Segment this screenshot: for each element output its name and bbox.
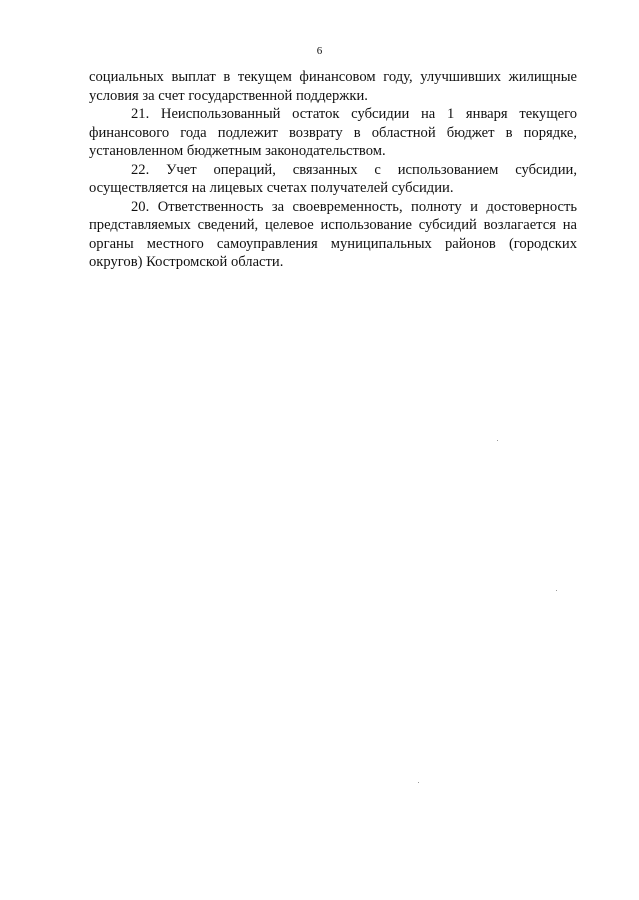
- paragraph-22-accounting: 22. Учет операций, связанных с использованием субсидии, осуществляется на лицевых счетах получателей субсидии.: [89, 161, 577, 196]
- scan-speck: [497, 440, 498, 441]
- document-body: [89, 68, 577, 272]
- paragraph-20-responsibility: 20. Ответственность за своевременность, полноту и достоверность представляемых сведений, целевое использование субсидий возлагается на органы местного самоуправления муниципальных районов (городских округов) Костромской области.: [89, 198, 577, 270]
- scan-speck: [556, 590, 557, 591]
- page-number: 6: [316, 45, 323, 57]
- scan-speck: [418, 782, 419, 783]
- paragraph-21-unused-balance: 21. Неиспользованный остаток субсидии на 1 января текущего финансового года подлежит возврату в областной бюджет в порядке, установленном бюджетным законодательством.: [89, 106, 577, 159]
- paragraph-continuation: социальных выплат в текущем финансовом году, улучшивших жилищные условия за счет государственной поддержки.: [89, 69, 577, 104]
